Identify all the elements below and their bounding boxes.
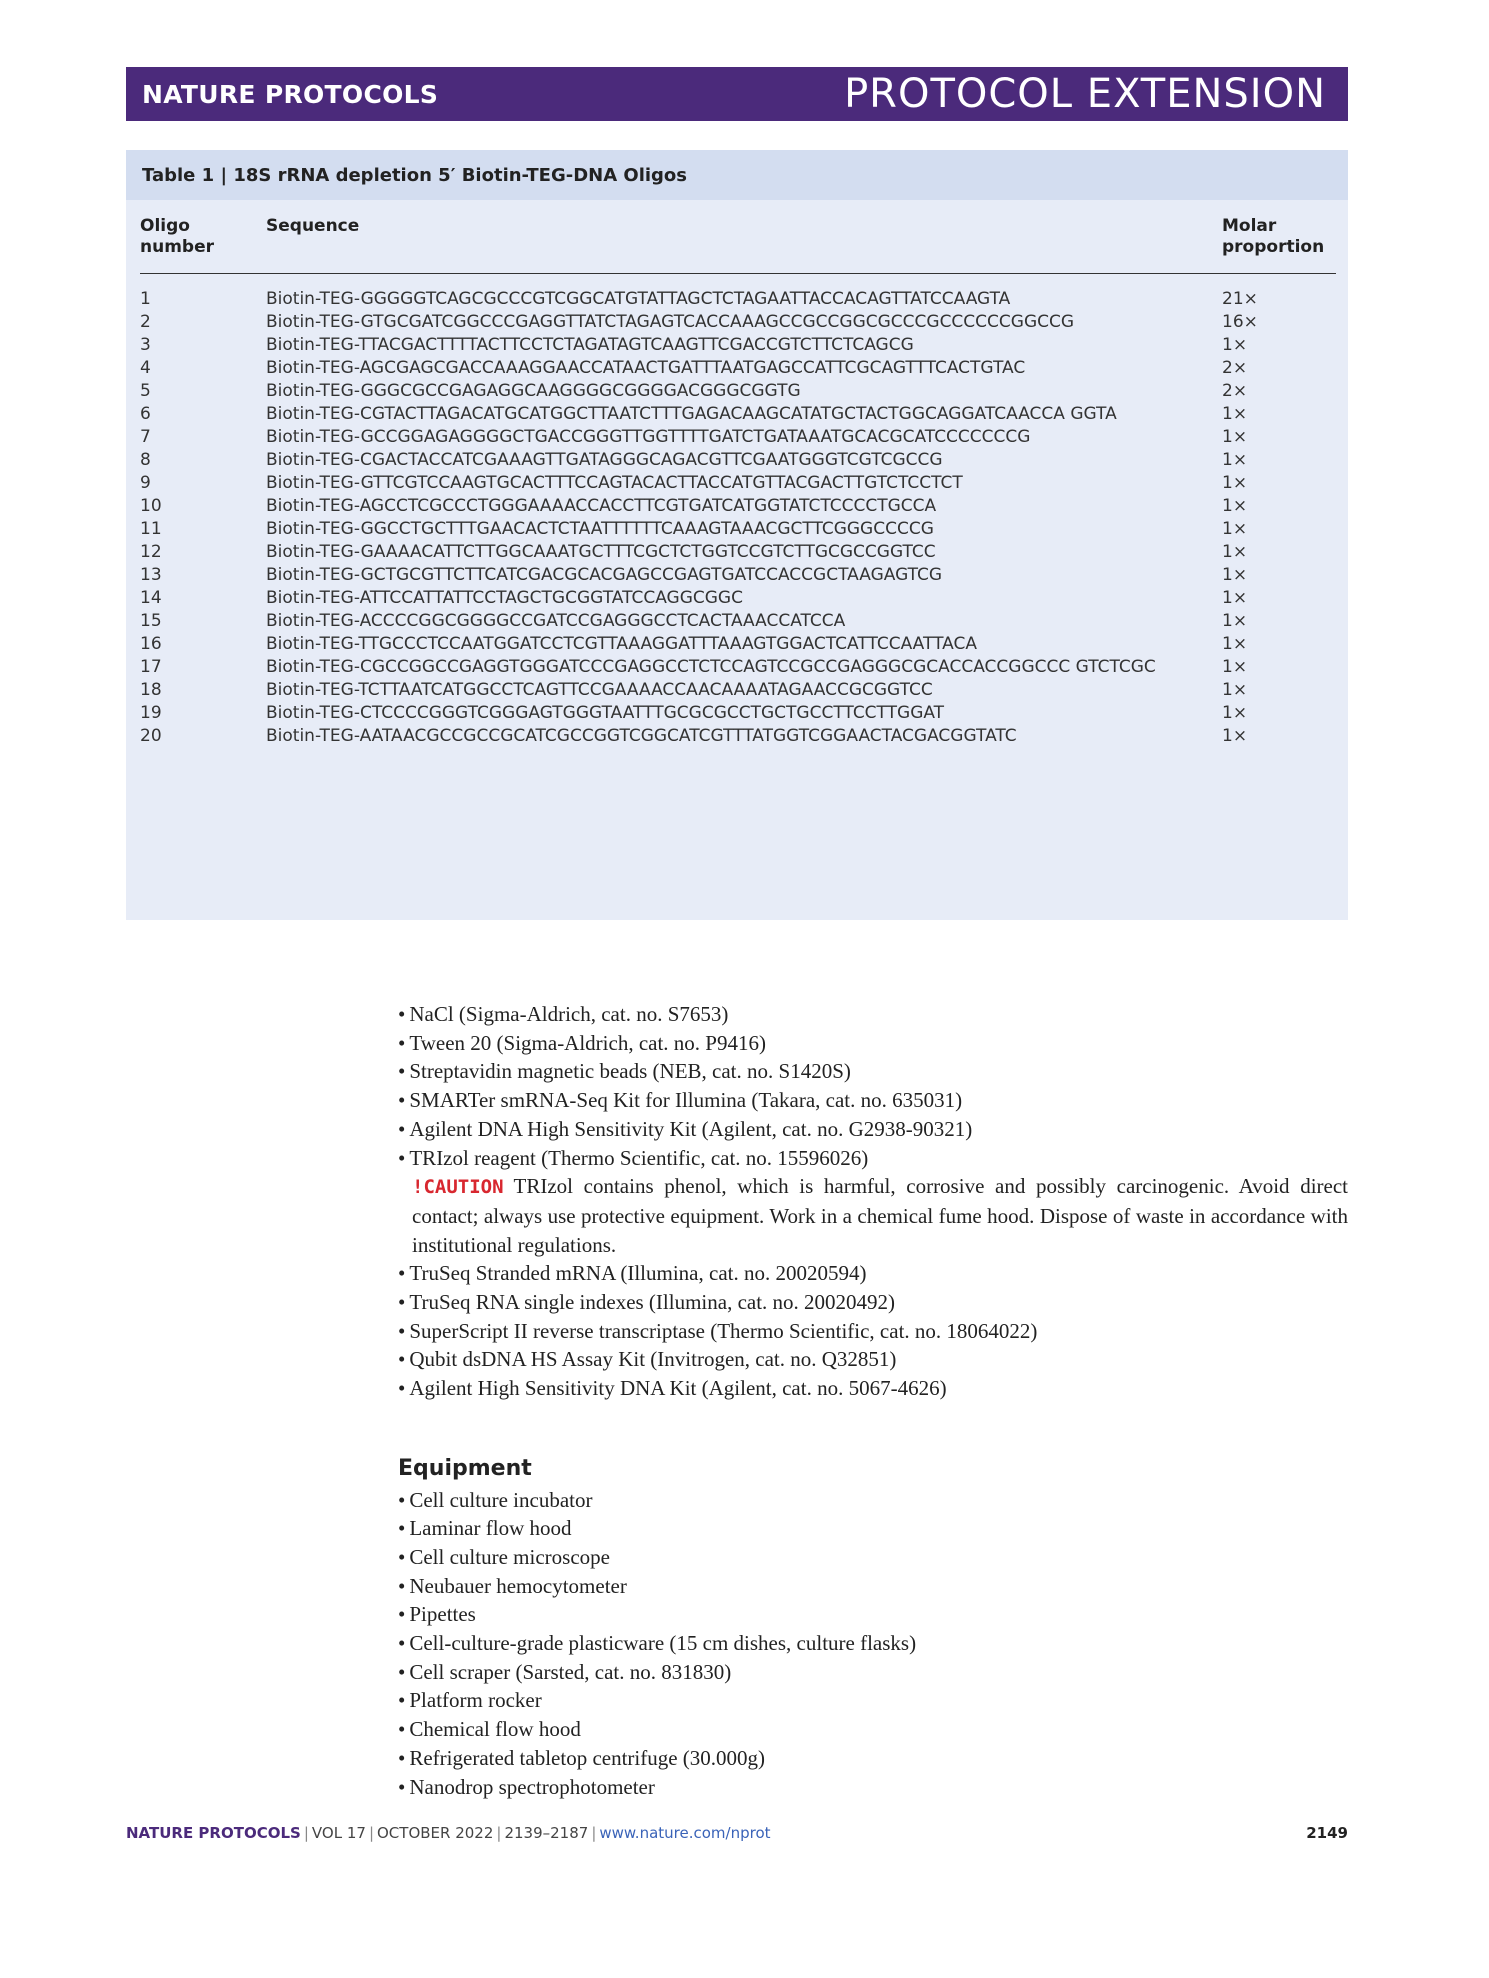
- reagent-item: • Qubit dsDNA HS Assay Kit (Invitrogen, cat. no. Q32851): [398, 1345, 1348, 1374]
- oligo-sequence: Biotin-TEG-GGGGGTCAGCGCCCGTCGGCATGTATTAGCTCTAGAATTACCACAGTTATCCAAGTA: [266, 289, 1011, 309]
- oligo-sequence: Biotin-TEG-GTGCGATCGGCCCGAGGTTATCTAGAGTCACCAAAGCCGCCGGCGCCCGCCCCCCGGCCG: [266, 312, 1075, 332]
- footer-date: OCTOBER 2022: [377, 1824, 494, 1842]
- table-row: [140, 633, 1336, 655]
- oligo-sequence: Biotin-TEG-GGCCTGCTTTGAACACTCTAATTTTTTCAAAGTAAACGCTTCGGGCCCCG: [266, 519, 934, 539]
- molar-proportion: 2×: [1222, 381, 1248, 401]
- oligo-number: 7: [140, 427, 151, 447]
- oligo-sequence: Biotin-TEG-GTTCGTCCAAGTGCACTTTCCAGTACACTTACCATGTTACGACTTGTCTCCTCT: [266, 473, 963, 493]
- column-header-oligo: Oligo number: [140, 216, 215, 257]
- molar-proportion: 1×: [1222, 450, 1248, 470]
- oligo-number: 4: [140, 358, 151, 378]
- table-row: [140, 518, 1336, 540]
- oligo-number: 12: [140, 542, 162, 562]
- oligo-sequence: Biotin-TEG-AGCCTCGCCCTGGGAAAACCACCTTCGTGATCATGGTATCTCCCCTGCCA: [266, 496, 937, 516]
- journal-name: NATURE PROTOCOLS: [142, 79, 439, 109]
- table-row: [140, 495, 1336, 517]
- oligo-number: 13: [140, 565, 162, 585]
- table-row: [140, 449, 1336, 471]
- section-label: PROTOCOL EXTENSION: [844, 71, 1326, 117]
- equipment-item: • Refrigerated tabletop centrifuge (30.000g): [398, 1744, 1348, 1773]
- reagent-item: • Agilent DNA High Sensitivity Kit (Agilent, cat. no. G2938-90321): [398, 1115, 1348, 1144]
- column-header-molar: Molar proportion: [1222, 216, 1325, 257]
- molar-proportion: 1×: [1222, 565, 1248, 585]
- table-row: [140, 357, 1336, 379]
- oligo-sequence: Biotin-TEG-TTACGACTTTTACTTCCTCTAGATAGTCAAGTTCGACCGTCTTCTCAGCG: [266, 335, 914, 355]
- molar-proportion: 1×: [1222, 404, 1248, 424]
- molar-proportion: 21×: [1222, 289, 1258, 309]
- page-number: 2149: [1306, 1824, 1348, 1842]
- table-row: [140, 311, 1336, 333]
- table-row: [140, 587, 1336, 609]
- equipment-item: • Platform rocker: [398, 1686, 1348, 1715]
- oligo-number: 17: [140, 657, 162, 677]
- table-row: [140, 288, 1336, 310]
- molar-proportion: 2×: [1222, 358, 1248, 378]
- oligo-sequence: Biotin-TEG-ACCCCGGCGGGGCCGATCCGAGGGCCTCACTAAACCATCCA: [266, 611, 846, 631]
- oligo-sequence: Biotin-TEG-GCTGCGTTCTTCATCGACGCACGAGCCGAGTGATCCACCGCTAAGAGTCG: [266, 565, 943, 585]
- table-row: [140, 656, 1336, 678]
- equipment-item: • Cell scraper (Sarsted, cat. no. 831830): [398, 1658, 1348, 1687]
- oligo-sequence: Biotin-TEG-GGGCGCCGAGAGGCAAGGGGCGGGGACGGGCGGTG: [266, 381, 801, 401]
- table-row: [140, 334, 1336, 356]
- table-row: [140, 472, 1336, 494]
- reagent-item: • TruSeq Stranded mRNA (Illumina, cat. no. 20020594): [398, 1259, 1348, 1288]
- molar-proportion: 1×: [1222, 542, 1248, 562]
- oligo-number: 1: [140, 289, 151, 309]
- table-row: [140, 702, 1336, 724]
- oligo-number: 18: [140, 680, 162, 700]
- molar-proportion: 1×: [1222, 427, 1248, 447]
- reagent-list: [398, 1000, 1348, 1172]
- equipment-item: • Chemical flow hood: [398, 1715, 1348, 1744]
- equipment-item: • Laminar flow hood: [398, 1514, 1348, 1543]
- equipment-item: • Neubauer hemocytometer: [398, 1572, 1348, 1601]
- table-caption: [126, 150, 1348, 200]
- equipment-list: [398, 1486, 1348, 1802]
- molar-proportion: 1×: [1222, 588, 1248, 608]
- caption-separator: |: [220, 165, 228, 186]
- reagent-item: • Streptavidin magnetic beads (NEB, cat. no. S1420S): [398, 1057, 1348, 1086]
- table-row: [140, 541, 1336, 563]
- reagent-item: • SMARTer smRNA-Seq Kit for Illumina (Takara, cat. no. 635031): [398, 1086, 1348, 1115]
- oligo-sequence: Biotin-TEG-GAAAACATTCTTGGCAAATGCTTTCGCTCTGGTCCGTCTTGCGCCGGTCC: [266, 542, 936, 562]
- oligo-sequence: Biotin-TEG-TTGCCCTCCAATGGATCCTCGTTAAAGGATTTAAAGTGGACTCATTCCAATTACA: [266, 634, 977, 654]
- caution-text: TRIzol contains phenol, which is harmful, corrosive and possibly carcinogenic. Avoid direct contact; always use protective equipment. Work in a chemical fume hood. Dispose of waste in accordance with institutional regulations.: [412, 1174, 1348, 1257]
- table-title: 18S rRNA depletion 5′ Biotin-TEG-DNA Oligos: [233, 165, 688, 186]
- materials-section: [398, 1000, 1348, 1801]
- caution-label: !CAUTION: [412, 1176, 504, 1199]
- oligo-number: 3: [140, 335, 151, 355]
- reagent-item: • TruSeq RNA single indexes (Illumina, cat. no. 20020492): [398, 1288, 1348, 1317]
- molar-proportion: 1×: [1222, 657, 1248, 677]
- table-row: [140, 725, 1336, 747]
- footer-journal: NATURE PROTOCOLS: [126, 1824, 301, 1842]
- molar-proportion: 1×: [1222, 726, 1248, 746]
- table-header-row: [140, 200, 1336, 274]
- oligo-number: 6: [140, 404, 151, 424]
- molar-proportion: 1×: [1222, 473, 1248, 493]
- oligo-number: 15: [140, 611, 162, 631]
- oligo-number: 2: [140, 312, 151, 332]
- oligo-sequence: Biotin-TEG-TCTTAATCATGGCCTCAGTTCCGAAAACCAACAAAATAGAACCGCGGTCC: [266, 680, 933, 700]
- oligo-number: 14: [140, 588, 162, 608]
- oligo-number: 11: [140, 519, 162, 539]
- equipment-heading: Equipment: [398, 1455, 532, 1481]
- table-row: [140, 564, 1336, 586]
- equipment-item: • Pipettes: [398, 1600, 1348, 1629]
- reagent-item: • Tween 20 (Sigma-Aldrich, cat. no. P9416): [398, 1029, 1348, 1058]
- oligo-sequence: Biotin-TEG-CTCCCCGGGTCGGGAGTGGGTAATTTGCGCGCCTGCTGCCTTCCTTGGAT: [266, 703, 945, 723]
- oligo-sequence: Biotin-TEG-AATAACGCCGCCGCATCGCCGGTCGGCATCGTTTATGGTCGGAACTACGACGGTATC: [266, 726, 1017, 746]
- molar-proportion: 1×: [1222, 611, 1248, 631]
- equipment-item: • Cell culture microscope: [398, 1543, 1348, 1572]
- oligo-number: 8: [140, 450, 151, 470]
- caution-note: [412, 1172, 1348, 1259]
- table-row: [140, 610, 1336, 632]
- oligo-sequence: Biotin-TEG-GCCGGAGAGGGGCTGACCGGGTTGGTTTTGATCTGATAAATGCACGCATCCCCCCCG: [266, 427, 1031, 447]
- reagent-item: • SuperScript II reverse transcriptase (Thermo Scientific, cat. no. 18064022): [398, 1317, 1348, 1346]
- table-body: [140, 288, 1336, 747]
- molar-proportion: 1×: [1222, 680, 1248, 700]
- equipment-item: • Nanodrop spectrophotometer: [398, 1773, 1348, 1802]
- footer-pages: 2139–2187: [504, 1824, 589, 1842]
- oligo-sequence: Biotin-TEG-ATTCCATTATTCCTAGCTGCGGTATCCAGGCGGC: [266, 588, 743, 608]
- journal-banner: [126, 67, 1348, 121]
- table-row: [140, 426, 1336, 448]
- molar-proportion: 16×: [1222, 312, 1258, 332]
- molar-proportion: 1×: [1222, 496, 1248, 516]
- molar-proportion: 1×: [1222, 634, 1248, 654]
- table-row: [140, 679, 1336, 701]
- reagent-item: • NaCl (Sigma-Aldrich, cat. no. S7653): [398, 1000, 1348, 1029]
- column-header-sequence: Sequence: [266, 216, 360, 236]
- molar-proportion: 1×: [1222, 703, 1248, 723]
- oligo-number: 20: [140, 726, 162, 746]
- molar-proportion: 1×: [1222, 519, 1248, 539]
- equipment-item: • Cell culture incubator: [398, 1486, 1348, 1515]
- page-footer: NATURE PROTOCOLS | VOL 17 | OCTOBER 2022 | 2139–2187 | www.nature.com/nprot 2149: [126, 1824, 1348, 1842]
- oligo-number: 5: [140, 381, 151, 401]
- table-row: [140, 403, 1336, 425]
- reagent-item: • TRIzol reagent (Thermo Scientific, cat. no. 15596026): [398, 1144, 1348, 1173]
- footer-url[interactable]: www.nature.com/nprot: [599, 1824, 771, 1842]
- table-label: Table 1: [142, 165, 215, 186]
- footer-volume: VOL 17: [311, 1824, 366, 1842]
- oligo-sequence: Biotin-TEG-AGCGAGCGACCAAAGGAACCATAACTGATTTAATGAGCCATTCGCAGTTTCACTGTAC: [266, 358, 1026, 378]
- oligo-number: 9: [140, 473, 151, 493]
- oligo-sequence: Biotin-TEG-CGCCGGCCGAGGTGGGATCCCGAGGCCTCTCCAGTCCGCCGAGGGCGCACCACCGGCCC GTCTCGC: [266, 657, 1156, 677]
- oligo-table: [126, 150, 1348, 920]
- oligo-sequence: Biotin-TEG-CGACTACCATCGAAAGTTGATAGGGCAGACGTTCGAATGGGTCGTCGCCG: [266, 450, 943, 470]
- oligo-number: 16: [140, 634, 162, 654]
- oligo-sequence: Biotin-TEG-CGTACTTAGACATGCATGGCTTAATCTTTGAGACAAGCATATGCTACTGGCAGGATCAACCA GGTA: [266, 404, 1117, 424]
- table-row: [140, 380, 1336, 402]
- oligo-number: 10: [140, 496, 162, 516]
- oligo-number: 19: [140, 703, 162, 723]
- equipment-item: • Cell-culture-grade plasticware (15 cm dishes, culture flasks): [398, 1629, 1348, 1658]
- reagent-list-continued: [398, 1259, 1348, 1403]
- reagent-item: • Agilent High Sensitivity DNA Kit (Agilent, cat. no. 5067-4626): [398, 1374, 1348, 1403]
- molar-proportion: 1×: [1222, 335, 1248, 355]
